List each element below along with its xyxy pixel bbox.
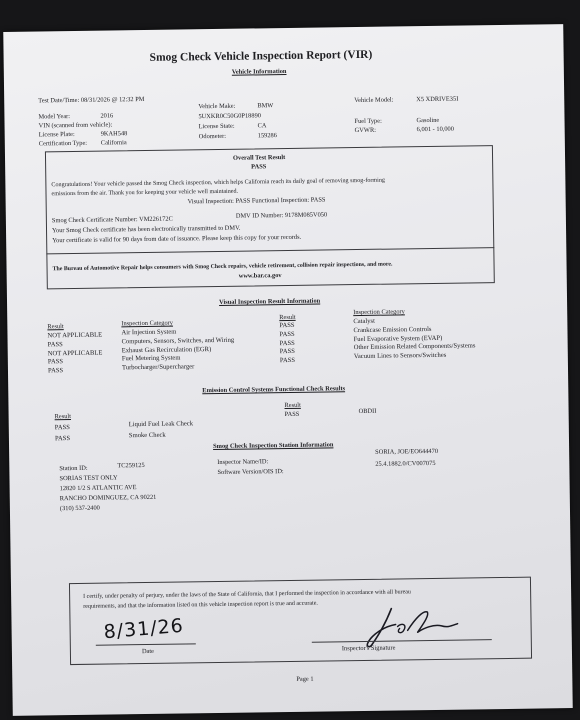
cert-type-value: California — [100, 139, 127, 147]
functional-result-1: PASS — [54, 424, 71, 432]
model-label: Vehicle Model: — [354, 96, 394, 105]
model-year-label: Model Year: — [38, 113, 71, 121]
transmitted-note: Your Smog Check certificate has been electronically transmitted to DMV. — [51, 224, 241, 235]
station-address2: RANCHO DOMINGUEZ, CA 90221 — [59, 493, 157, 503]
functional-check-3: OBDII — [358, 407, 377, 416]
dmv-row — [236, 211, 327, 220]
functional-check-1: Liquid Fuel Leak Check — [128, 420, 194, 429]
certify-line2: requirements, and that the information listed on this vehicle inspection report is true and accurate. — [83, 600, 318, 610]
congrats-line1: Congratulations! Your vehicle passed the Smog Check inspection, which helps California reach its daily goal of removing smog-forming — [51, 177, 385, 189]
vin-label: VIN (scanned from vehicle): — [38, 121, 113, 130]
dmv-label: DMV ID Number: — [235, 212, 284, 220]
fuel-type-label: Fuel Type: — [354, 117, 382, 126]
visual-result-5: PASS — [47, 367, 64, 375]
visual-left-categories — [121, 328, 234, 374]
certificate-row — [52, 216, 173, 226]
station-address1: 12820 1/2 S ATLANTIC AVE — [59, 484, 137, 493]
gvwr-value: 6,001 - 10,000 — [416, 125, 454, 134]
visual-left-category-header: Inspection Category — [121, 319, 174, 328]
signature-label: Inspector's Signature — [341, 644, 396, 653]
page-number: Page 1 — [296, 675, 314, 683]
visual-result-9: PASS — [279, 348, 295, 356]
software-value: 25.4.1882.0/CV007075 — [375, 459, 436, 468]
functional-left-results — [55, 422, 70, 444]
visual-category-10: Vacuum Lines to Sensors/Switches — [353, 351, 447, 361]
visual-category-7: Crankcase Emission Controls — [353, 325, 432, 334]
visual-category-9: Other Emission Related Components/Systems — [353, 342, 476, 352]
visual-result-8: PASS — [279, 339, 295, 347]
vin-value: 5UXKR0C50G0P18890 — [198, 112, 261, 121]
overall-heading: Overall Test Result — [232, 154, 286, 162]
software-label: Software Version/OIS ID: — [217, 468, 284, 476]
fuel-type-value: Gasoline — [416, 116, 440, 125]
visual-category-5: Turbocharger/Supercharger — [121, 363, 195, 372]
congrats-line2: emissions from the air. Thank you for keeping your vehicle well maintained. — [51, 188, 239, 198]
functional-result-3: PASS — [284, 410, 300, 419]
model-value: X5 XDRIVE35I — [416, 95, 459, 104]
license-state-value: CA — [257, 122, 267, 130]
visual-result-3: NOT APPLICABLE — [47, 349, 103, 357]
report-title: Smog Check Vehicle Inspection Report (VIR) — [149, 48, 373, 64]
inspection-report-page — [3, 24, 572, 716]
visual-result-2: PASS — [47, 340, 63, 349]
make-value: BMW — [257, 102, 274, 110]
license-state-label: License State: — [198, 122, 235, 131]
functional-heading: Emission Control Systems Functional Check Results — [202, 385, 346, 395]
visual-result-1: NOT APPLICABLE — [47, 331, 103, 340]
visual-result-7: PASS — [279, 330, 295, 338]
station-name: SORIAS TEST ONLY — [59, 474, 118, 483]
visual-category-1: Air Injection System — [121, 328, 177, 337]
visual-left-result-header: Result — [47, 323, 64, 331]
visual-category-4: Fuel Metering System — [121, 354, 181, 363]
inspector-label: Inspector Name/ID: — [217, 458, 269, 466]
certificate-label: Smog Check Certificate Number: — [51, 216, 138, 225]
functional-left-checks — [129, 418, 194, 441]
station-id-value: TC259125 — [117, 462, 145, 470]
visual-left-results — [47, 332, 102, 377]
model-year-value: 2016 — [100, 112, 114, 120]
visual-category-2: Computers, Sensors, Switches, and Wiring — [121, 336, 235, 346]
test-datetime-row — [38, 96, 144, 105]
functional-right-result-header: Result — [284, 401, 301, 410]
bar-note-line1: The Bureau of Automotive Repair helps consumers with Smog Check repairs, vehicle retirement, collision repair inspections, and more. — [52, 261, 393, 273]
certify-line1: I certify, under penalty of perjury, under the laws of the State of California, that I performed the inspection in accordance with all bureau — [83, 589, 411, 600]
overall-result: PASS — [251, 163, 267, 171]
vehicle-info-heading: Vehicle Information — [231, 67, 287, 76]
certificate-number: VM226172C — [139, 215, 173, 224]
functional-check-2: Smoke Check — [128, 431, 166, 440]
visual-category-6: Catalyst — [353, 317, 376, 326]
inspector-value: SORIA, JOE/EO644470 — [375, 447, 439, 456]
cert-type-label: Certification Type: — [38, 139, 88, 148]
visual-right-category-header: Inspection Category — [353, 308, 405, 317]
station-phone: (310) 537-2400 — [59, 504, 100, 513]
odometer-value: 159286 — [257, 132, 277, 140]
station-heading: Smog Check Inspection Station Information — [213, 441, 334, 451]
handwritten-date: 8/31/26 — [102, 614, 185, 644]
test-datetime-value: 08/31/2026 @ 12:32 PM — [80, 95, 145, 104]
test-datetime-label: Test Date/Time: — [38, 96, 80, 105]
visual-category-8: Fuel Evaporative System (EVAP) — [353, 334, 443, 343]
visual-right-categories — [353, 316, 475, 362]
license-plate-value: 9KAH548 — [100, 130, 128, 138]
visual-inspection-heading: Visual Inspection Result Information — [219, 297, 321, 306]
date-label: Date — [141, 647, 155, 656]
visual-right-results — [279, 322, 295, 366]
station-id-label: Station ID: — [59, 464, 88, 473]
valid-note: Your certificate is valid for 90 days from date of issuance. Please keep this copy for your records. — [52, 233, 302, 245]
dmv-id: 9178M085V050 — [284, 211, 328, 220]
visual-category-3: Exhaust Gas Recirculation (EGR) — [121, 345, 212, 354]
functional-result-2: PASS — [54, 435, 71, 443]
gvwr-label: GVWR: — [354, 126, 377, 135]
visual-result-10: PASS — [279, 357, 296, 365]
visual-result-6: PASS — [279, 321, 295, 330]
license-plate-label: License Plate: — [38, 130, 75, 139]
functional-left-result-header: Result — [54, 413, 72, 421]
visual-result-4: PASS — [47, 358, 64, 366]
make-label: Vehicle Make: — [198, 102, 236, 111]
odometer-label: Odometer: — [198, 132, 227, 141]
visual-functional-summary: Visual Inspection: PASS Functional Inspection: PASS — [187, 196, 326, 206]
visual-right-result-header: Result — [279, 313, 296, 322]
bar-note-url: www.bar.ca.gov — [238, 272, 282, 280]
